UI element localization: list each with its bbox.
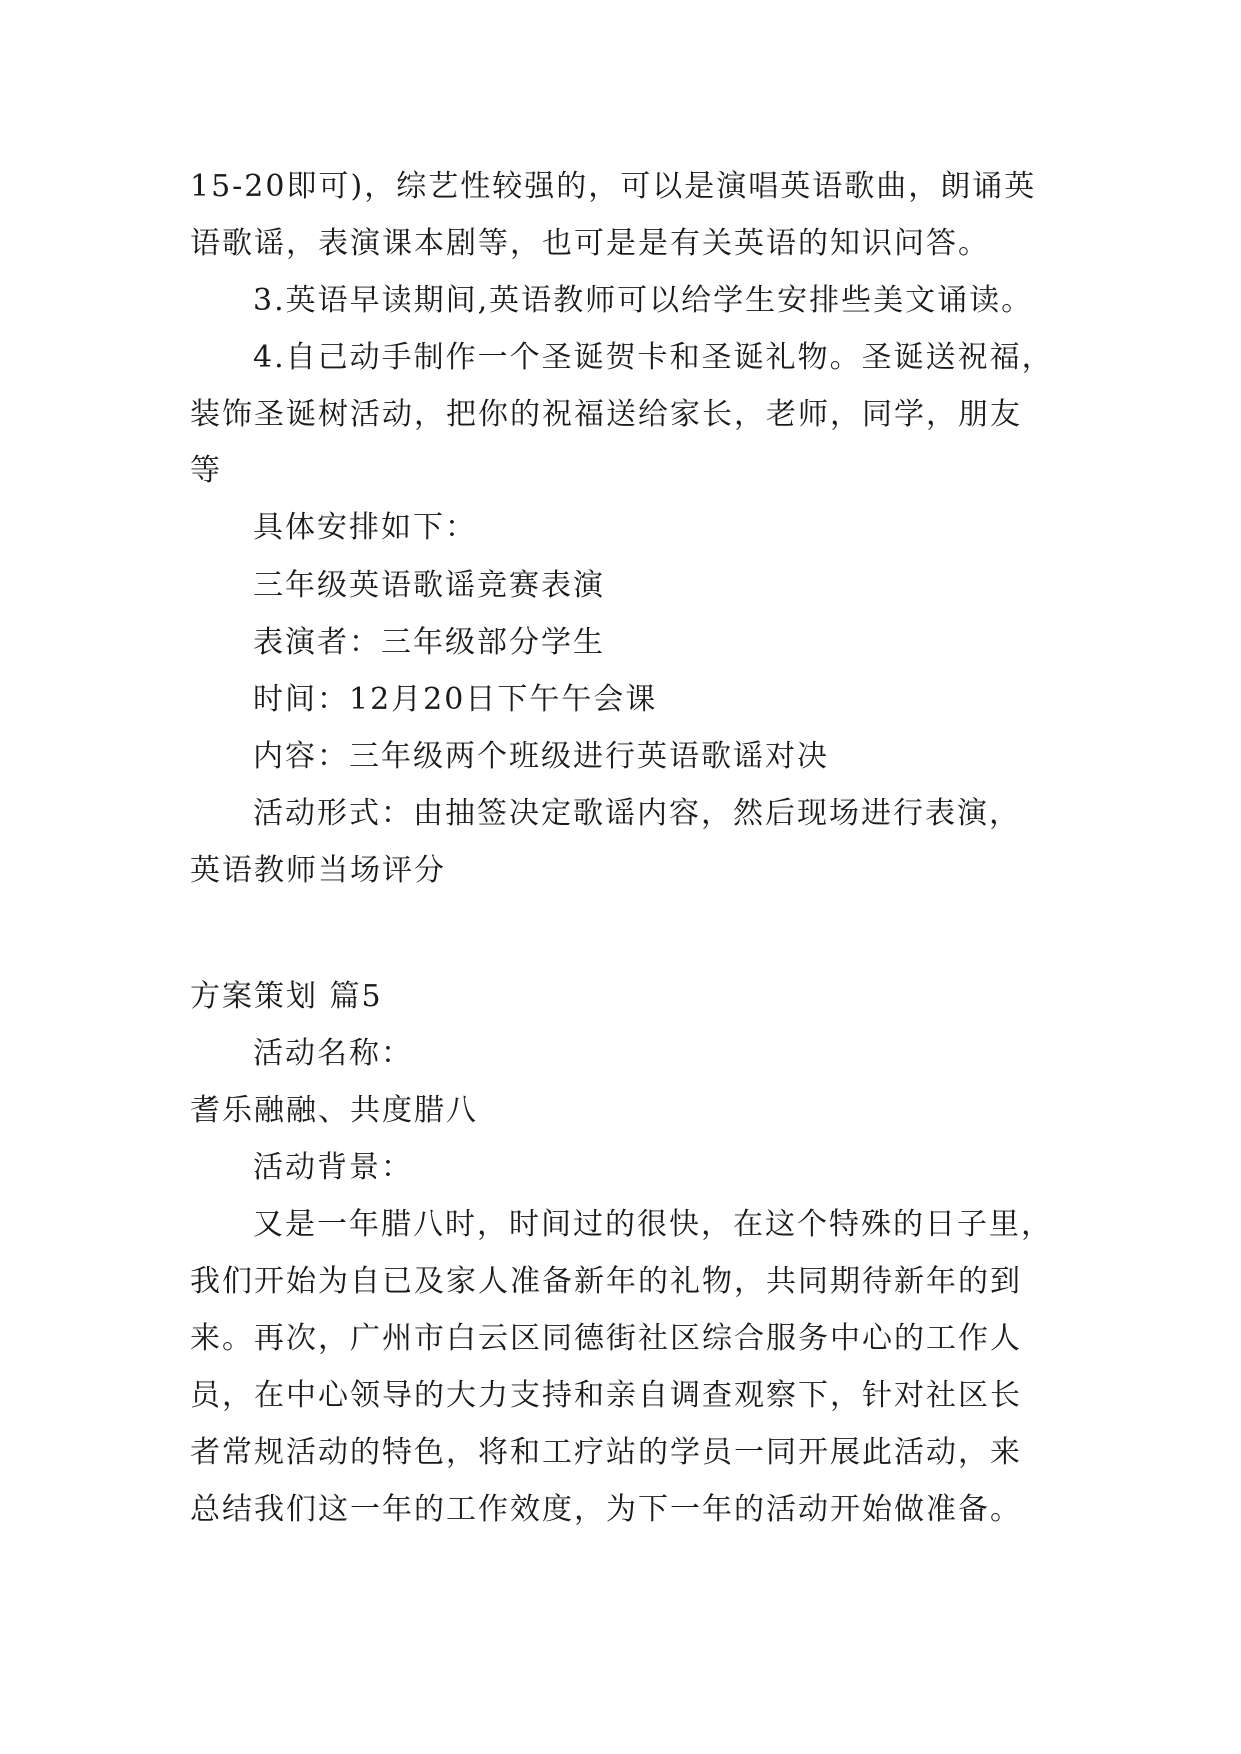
paragraph-line: 15-20即可)，综艺性较强的，可以是演唱英语歌曲，朗诵英	[190, 169, 1037, 204]
paragraph-line: 我们开始为自已及家人准备新年的礼物，共同期待新年的到	[190, 1264, 1022, 1299]
paragraph-line: 时间：12月20日下午午会课	[253, 682, 658, 717]
paragraph-line: 英语教师当场评分	[190, 853, 446, 888]
paragraph-line: 又是一年腊八时，时间过的很快，在这个特殊的日子里，	[253, 1207, 1053, 1242]
paragraph-line: 具体安排如下：	[253, 510, 477, 545]
paragraph-line: 内容：三年级两个班级进行英语歌谣对决	[253, 739, 829, 774]
paragraph-line: 等	[190, 453, 222, 488]
paragraph-line: 三年级英语歌谣竞赛表演	[253, 568, 605, 603]
paragraph-line: 活动名称：	[253, 1036, 413, 1071]
paragraph-line: 者常规活动的特色，将和工疗站的学员一同开展此活动，来	[190, 1435, 1022, 1470]
paragraph-line: 员，在中心领导的大力支持和亲自调查观察下，针对社区长	[190, 1378, 1022, 1413]
paragraph-line: 3.英语早读期间,英语教师可以给学生安排些美文诵读。	[253, 283, 1034, 318]
paragraph-line: 活动背景：	[253, 1150, 413, 1185]
paragraph-line: 表演者：三年级部分学生	[253, 625, 605, 660]
paragraph-line: 来。再次，广州市白云区同德街社区综合服务中心的工作人	[190, 1321, 1022, 1356]
paragraph-line: 语歌谣，表演课本剧等，也可是是有关英语的知识问答。	[190, 226, 990, 261]
paragraph-line: 4.自己动手制作一个圣诞贺卡和圣诞礼物。圣诞送祝福，	[253, 340, 1054, 375]
paragraph-line: 总结我们这一年的工作效度，为下一年的活动开始做准备。	[190, 1492, 1022, 1527]
paragraph-line: 活动形式：由抽签决定歌谣内容，然后现场进行表演，	[253, 796, 1021, 831]
section-heading: 方案策划 篇5	[190, 979, 383, 1014]
paragraph-line: 耆乐融融、共度腊八	[190, 1093, 478, 1128]
paragraph-line: 装饰圣诞树活动，把你的祝福送给家长，老师，同学，朋友	[190, 397, 1022, 432]
